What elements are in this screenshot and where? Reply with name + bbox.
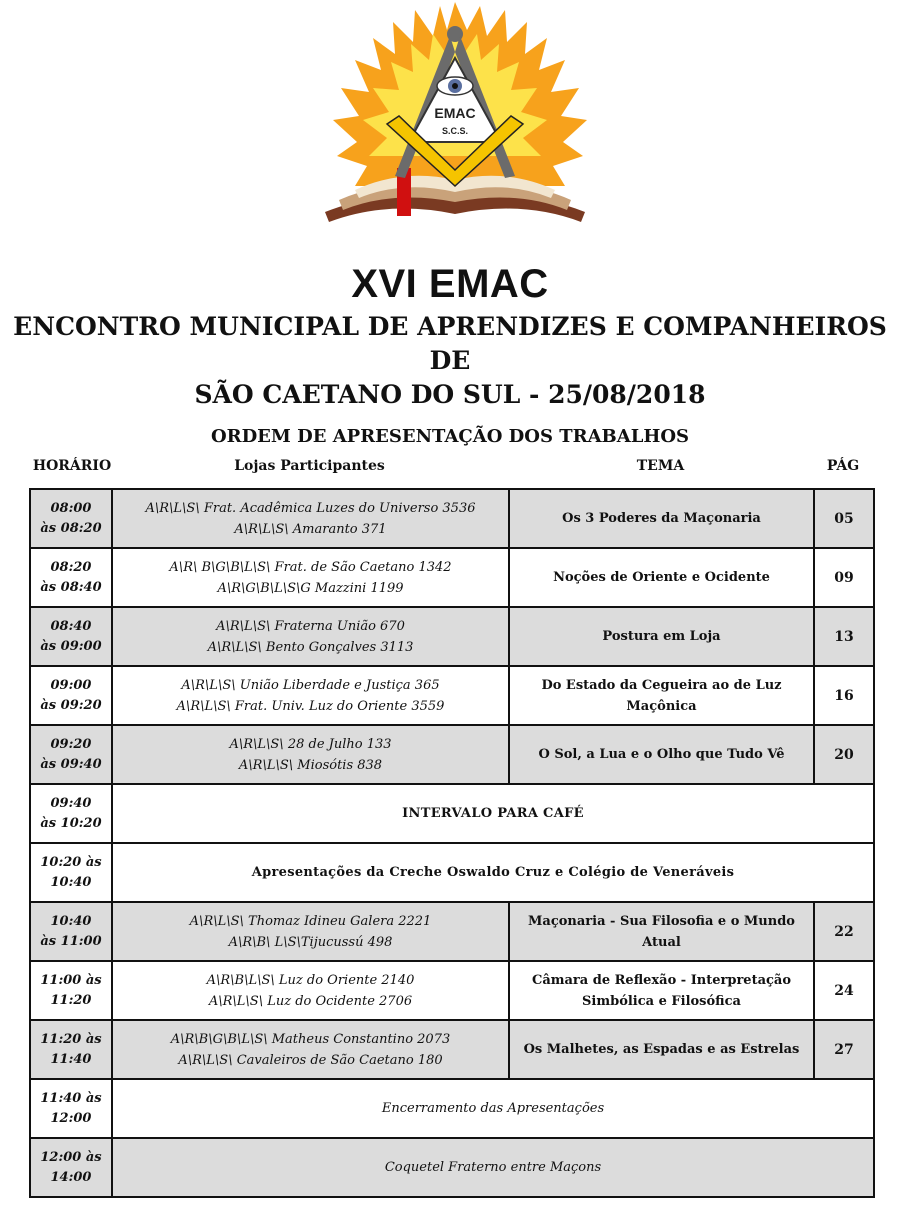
logo-subtext: S.C.S. (441, 126, 469, 136)
lojas-cell (112, 725, 509, 784)
loja-name: A\R\B\G\B\L\S\ Matheus Constantino 2073 (170, 1031, 451, 1047)
header-tema: TEMA (636, 458, 685, 474)
loja-name: A\R\L\S\ Bento Gonçalves 3113 (207, 639, 414, 655)
time-start: 11:20 às (40, 1031, 102, 1047)
time-cell (30, 666, 112, 725)
time-end: às 08:40 (40, 579, 102, 595)
section-title: ORDEM DE APRESENTAÇÃO DOS TRABALHOS (210, 426, 690, 447)
header-lojas: Lojas Participantes (234, 458, 385, 474)
tema-cell: Os 3 Poderes da Maçonaria (509, 489, 814, 548)
pag-cell: 20 (814, 725, 874, 784)
time-cell (30, 843, 112, 902)
header-pag: PÁG (826, 458, 860, 474)
loja-name: A\R\L\S\ Miosótis 838 (238, 757, 383, 773)
loja-name: A\R\L\S\ Fraterna União 670 (216, 618, 405, 634)
table-row (30, 843, 874, 902)
lojas-cell (112, 548, 509, 607)
time-end: 12:00 (50, 1110, 92, 1126)
tema-line: Simbólica e Filosófica (582, 993, 741, 1009)
loja-name: A\R\L\S\ Frat. Acadêmica Luzes do Universo 3536 (145, 500, 476, 516)
loja-name: A\R\B\ L\S\Tijucussú 498 (228, 934, 393, 950)
schedule-table (29, 488, 875, 1198)
time-cell (30, 784, 112, 843)
cocktail-cell: Coquetel Fraterno entre Maçons (112, 1138, 874, 1197)
time-start: 09:40 (50, 795, 92, 811)
lojas-cell (112, 1020, 509, 1079)
time-start: 11:40 às (40, 1090, 102, 1106)
loja-name: A\R\L\S\ Frat. Univ. Luz do Oriente 3559 (176, 698, 445, 714)
time-start: 10:20 às (40, 854, 102, 870)
pag-cell: 05 (814, 489, 874, 548)
tema-cell: Os Malhetes, as Espadas e as Estrelas (509, 1020, 814, 1079)
time-end: às 09:00 (40, 638, 102, 654)
time-start: 09:20 (50, 736, 92, 752)
time-cell (30, 607, 112, 666)
time-start: 08:40 (50, 618, 92, 634)
page-title: XVI EMAC (351, 262, 549, 306)
emac-logo (315, 0, 595, 232)
table-row (30, 1079, 874, 1138)
lojas-cell (112, 902, 509, 961)
tema-cell: Noções de Oriente e Ocidente (509, 548, 814, 607)
time-start: 08:20 (50, 559, 92, 575)
tema-cell: O Sol, a Lua e o Olho que Tudo Vê (509, 725, 814, 784)
time-start: 08:00 (50, 500, 92, 516)
pag-cell: 24 (814, 961, 874, 1020)
time-cell (30, 1020, 112, 1079)
table-row (30, 961, 874, 1020)
loja-name: A\R\B\L\S\ Luz do Oriente 2140 (206, 972, 415, 988)
pag-cell: 27 (814, 1020, 874, 1079)
table-row (30, 784, 874, 843)
subtitle-line1: ENCONTRO MUNICIPAL DE APRENDIZES E COMPANHEIROS DE (13, 312, 887, 375)
tema-cell (509, 961, 814, 1020)
loja-name: A\R\G\B\L\S\G Mazzini 1199 (217, 580, 404, 596)
table-row (30, 1138, 874, 1197)
loja-name: A\R\L\S\ Amaranto 371 (234, 521, 387, 537)
pag-cell: 09 (814, 548, 874, 607)
time-end: às 09:40 (40, 756, 102, 772)
time-cell (30, 489, 112, 548)
table-row (30, 1020, 874, 1079)
loja-name: A\R\L\S\ Thomaz Idineu Galera 2221 (189, 913, 432, 929)
tema-cell: Postura em Loja (509, 607, 814, 666)
time-cell (30, 725, 112, 784)
time-cell (30, 902, 112, 961)
lojas-cell (112, 489, 509, 548)
time-cell (30, 1138, 112, 1197)
loja-name: A\R\ B\G\B\L\S\ Frat. de São Caetano 1342 (169, 559, 452, 575)
time-start: 09:00 (50, 677, 92, 693)
time-end: às 10:20 (40, 815, 102, 831)
time-cell (30, 1079, 112, 1138)
time-end: às 09:20 (40, 697, 102, 713)
presentation-cell: Apresentações da Creche Oswaldo Cruz e Colégio de Veneráveis (112, 843, 874, 902)
tema-line: Câmara de Reflexão - Interpretação (531, 972, 792, 988)
time-cell (30, 548, 112, 607)
table-row (30, 548, 874, 607)
loja-name: A\R\L\S\ 28 de Julho 133 (229, 736, 392, 752)
closing-cell: Encerramento das Apresentações (112, 1079, 874, 1138)
table-row (30, 725, 874, 784)
pag-cell: 22 (814, 902, 874, 961)
time-end: às 08:20 (40, 520, 102, 536)
table-row (30, 607, 874, 666)
pag-cell: 13 (814, 607, 874, 666)
logo-text: EMAC (434, 105, 476, 121)
loja-name: A\R\L\S\ União Liberdade e Justiça 365 (181, 677, 440, 693)
title-block (0, 258, 900, 450)
time-start: 10:40 (50, 913, 92, 929)
time-end: 10:40 (50, 874, 92, 890)
lojas-cell (112, 607, 509, 666)
eye-icon (437, 77, 473, 95)
time-end: 11:40 (50, 1051, 92, 1067)
time-start: 11:00 às (40, 972, 102, 988)
tema-cell: Maçonaria - Sua Filosofia e o Mundo Atual (509, 902, 814, 961)
loja-name: A\R\L\S\ Cavaleiros de São Caetano 180 (178, 1052, 443, 1068)
header-horario: HORÁRIO (32, 458, 112, 474)
table-row (30, 489, 874, 548)
time-cell (30, 961, 112, 1020)
break-cell: INTERVALO PARA CAFÉ (112, 784, 874, 843)
time-end: 11:20 (50, 992, 92, 1008)
time-end: 14:00 (50, 1169, 92, 1185)
loja-name: A\R\L\S\ Luz do Ocidente 2706 (208, 993, 413, 1009)
lojas-cell (112, 961, 509, 1020)
subtitle-line2: SÃO CAETANO DO SUL - 25/08/2018 (194, 380, 706, 409)
time-start: 12:00 às (40, 1149, 102, 1165)
table-row (30, 902, 874, 961)
time-end: às 11:00 (40, 933, 102, 949)
table-row (30, 666, 874, 725)
lojas-cell (112, 666, 509, 725)
pag-cell: 16 (814, 666, 874, 725)
tema-cell: Do Estado da Cegueira ao de Luz Maçônica (509, 666, 814, 725)
